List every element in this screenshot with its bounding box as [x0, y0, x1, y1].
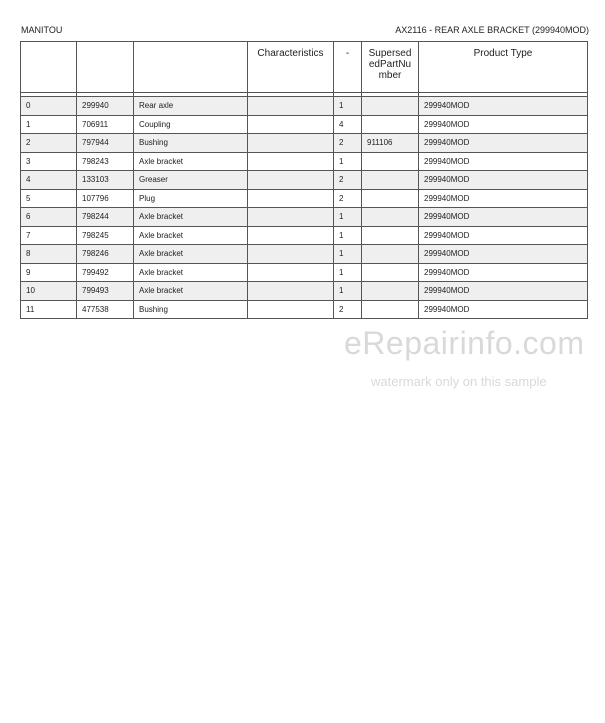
- table-row: [21, 263, 588, 282]
- superseded-part-number-cell: [362, 152, 419, 171]
- product-type-cell: 299940MOD: [419, 300, 588, 319]
- brand-label: MANITOU: [21, 25, 63, 35]
- table-header-row: [21, 42, 588, 93]
- table-row: [21, 97, 588, 116]
- product-type-cell: 299940MOD: [419, 263, 588, 282]
- product-type-cell: 299940MOD: [419, 208, 588, 227]
- row-index-cell: 8: [21, 245, 77, 264]
- table-row: [21, 226, 588, 245]
- superseded-part-number-cell: [362, 226, 419, 245]
- superseded-part-number-cell: [362, 245, 419, 264]
- watermark-subtext: watermark only on this sample: [371, 374, 547, 389]
- quantity-cell: 4: [334, 115, 362, 134]
- table-row: [21, 171, 588, 190]
- characteristics-cell: [248, 97, 334, 116]
- part-number-cell: 706911: [77, 115, 134, 134]
- part-number-cell: 798245: [77, 226, 134, 245]
- characteristics-cell: [248, 134, 334, 153]
- table-row: [21, 115, 588, 134]
- superseded-part-number-cell: 911106: [362, 134, 419, 153]
- part-number-cell: 797944: [77, 134, 134, 153]
- product-type-cell: 299940MOD: [419, 97, 588, 116]
- quantity-cell: 1: [334, 245, 362, 264]
- characteristics-cell: [248, 226, 334, 245]
- quantity-cell: 2: [334, 134, 362, 153]
- parts-table: [20, 41, 588, 319]
- superseded-part-number-cell: [362, 208, 419, 227]
- header-superseded-line3: mber: [378, 70, 402, 81]
- watermark-text: eRepairinfo.com: [344, 325, 585, 361]
- row-index-cell: 7: [21, 226, 77, 245]
- header-index: [21, 42, 77, 93]
- description-cell: Axle bracket: [134, 226, 248, 245]
- table-row: [21, 189, 588, 208]
- part-number-cell: 133103: [77, 171, 134, 190]
- characteristics-cell: [248, 115, 334, 134]
- part-number-cell: 798244: [77, 208, 134, 227]
- header-description: [134, 42, 248, 93]
- description-cell: Plug: [134, 189, 248, 208]
- part-number-cell: 799493: [77, 282, 134, 301]
- part-number-cell: 477538: [77, 300, 134, 319]
- description-cell: Coupling: [134, 115, 248, 134]
- table-row: [21, 134, 588, 153]
- superseded-part-number-cell: [362, 115, 419, 134]
- header-superseded-line2: edPartNu: [368, 59, 412, 70]
- row-index-cell: 3: [21, 152, 77, 171]
- quantity-cell: 1: [334, 97, 362, 116]
- product-type-cell: 299940MOD: [419, 282, 588, 301]
- description-cell: Axle bracket: [134, 208, 248, 227]
- superseded-part-number-cell: [362, 300, 419, 319]
- characteristics-cell: [248, 282, 334, 301]
- characteristics-cell: [248, 245, 334, 264]
- header-superseded-line1: Supersed: [368, 48, 412, 59]
- header-dash: -: [334, 42, 362, 93]
- table-row: [21, 282, 588, 301]
- quantity-cell: 2: [334, 300, 362, 319]
- characteristics-cell: [248, 171, 334, 190]
- quantity-cell: 1: [334, 282, 362, 301]
- superseded-part-number-cell: [362, 282, 419, 301]
- part-number-cell: 799492: [77, 263, 134, 282]
- description-cell: Axle bracket: [134, 245, 248, 264]
- row-index-cell: 2: [21, 134, 77, 153]
- superseded-part-number-cell: [362, 189, 419, 208]
- characteristics-cell: [248, 152, 334, 171]
- header-part-number: [77, 42, 134, 93]
- characteristics-cell: [248, 300, 334, 319]
- parts-table-container: [20, 41, 587, 319]
- part-number-cell: 798243: [77, 152, 134, 171]
- description-cell: Rear axle: [134, 97, 248, 116]
- part-number-cell: 299940: [77, 97, 134, 116]
- quantity-cell: 1: [334, 263, 362, 282]
- row-index-cell: 5: [21, 189, 77, 208]
- quantity-cell: 2: [334, 189, 362, 208]
- quantity-cell: 2: [334, 171, 362, 190]
- table-row: [21, 152, 588, 171]
- superseded-part-number-cell: [362, 171, 419, 190]
- characteristics-cell: [248, 189, 334, 208]
- row-index-cell: 0: [21, 97, 77, 116]
- product-type-cell: 299940MOD: [419, 226, 588, 245]
- row-index-cell: 9: [21, 263, 77, 282]
- row-index-cell: 6: [21, 208, 77, 227]
- row-index-cell: 11: [21, 300, 77, 319]
- row-index-cell: 4: [21, 171, 77, 190]
- table-row: [21, 208, 588, 227]
- product-type-cell: 299940MOD: [419, 134, 588, 153]
- row-index-cell: 10: [21, 282, 77, 301]
- part-number-cell: 798246: [77, 245, 134, 264]
- header-product-type: Product Type: [419, 42, 588, 93]
- row-index-cell: 1: [21, 115, 77, 134]
- table-row: [21, 300, 588, 319]
- document-title: AX2116 - REAR AXLE BRACKET (299940MOD): [395, 25, 589, 35]
- product-type-cell: 299940MOD: [419, 189, 588, 208]
- product-type-cell: 299940MOD: [419, 171, 588, 190]
- description-cell: Axle bracket: [134, 152, 248, 171]
- description-cell: Axle bracket: [134, 282, 248, 301]
- quantity-cell: 1: [334, 226, 362, 245]
- superseded-part-number-cell: [362, 263, 419, 282]
- product-type-cell: 299940MOD: [419, 115, 588, 134]
- description-cell: Bushing: [134, 300, 248, 319]
- header-characteristics: Characteristics: [248, 42, 334, 93]
- description-cell: Axle bracket: [134, 263, 248, 282]
- characteristics-cell: [248, 263, 334, 282]
- description-cell: Greaser: [134, 171, 248, 190]
- description-cell: Bushing: [134, 134, 248, 153]
- product-type-cell: 299940MOD: [419, 245, 588, 264]
- product-type-cell: 299940MOD: [419, 152, 588, 171]
- header-superseded: [362, 42, 419, 93]
- part-number-cell: 107796: [77, 189, 134, 208]
- characteristics-cell: [248, 208, 334, 227]
- quantity-cell: 1: [334, 208, 362, 227]
- superseded-part-number-cell: [362, 97, 419, 116]
- table-row: [21, 245, 588, 264]
- quantity-cell: 1: [334, 152, 362, 171]
